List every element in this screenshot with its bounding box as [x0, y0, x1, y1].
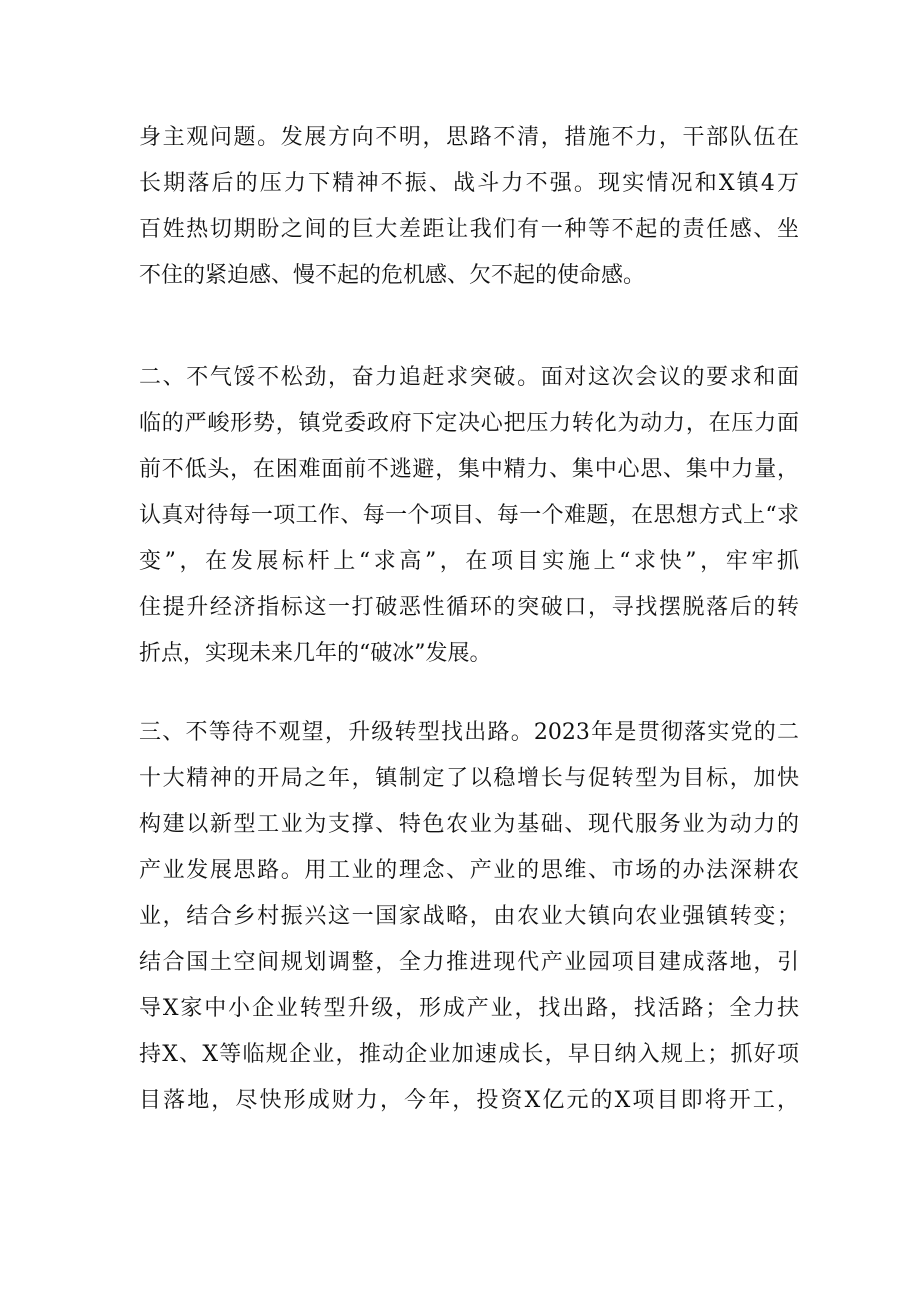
- text-line: 导X家中小企业转型升级，形成产业，找出路，找活路；全力扶: [139, 996, 799, 1021]
- text-line: 住提升经济指标这一打破恶性循环的突破口，寻找摆脱落后的转: [139, 595, 799, 620]
- text-line: 认真对待每一项工作、每一个项目、每一个难题，在思想方式上“求: [139, 503, 799, 528]
- text-line: 构建以新型工业为支撑、特色农业为基础、现代服务业为动力的: [139, 812, 799, 837]
- text-line: 身主观问题。发展方向不明，思路不清，措施不力，干部队伍在: [139, 125, 799, 150]
- text-line: 不住的紧迫感、慢不起的危机感、欠不起的使命感。: [139, 263, 646, 288]
- text-line: 持X、X等临规企业，推动企业加速成长，早日纳入规上；抓好项: [139, 1042, 799, 1067]
- text-line: 长期落后的压力下精神不振、战斗力不强。现实情况和X镇4万: [139, 171, 799, 196]
- text-line: 目落地，尽快形成财力，今年，投资X亿元的X项目即将开工，: [139, 1088, 799, 1113]
- text-line: 二、不气馁不松劲，奋力追赶求突破。面对这次会议的要求和面: [139, 365, 799, 390]
- text-line: 变”，在发展标杆上“求高”，在项目实施上“求快”，牢牢抓: [139, 549, 799, 574]
- text-line: 业，结合乡村振兴这一国家战略，由农业大镇向农业强镇转变；: [139, 904, 799, 929]
- paragraph-section-two: [139, 355, 799, 677]
- text-line: 三、不等待不观望，升级转型找出路。2023年是贯彻落实党的二: [139, 720, 799, 745]
- text-line: 结合国土空间规划调整，全力推进现代产业园项目建成落地，引: [139, 950, 799, 975]
- text-line: 十大精神的开局之年，镇制定了以稳增长与促转型为目标，加快: [139, 766, 799, 791]
- text-line: 百姓热切期盼之间的巨大差距让我们有一种等不起的责任感、坐: [139, 217, 799, 242]
- text-line: 折点，实现未来几年的“破冰”发展。: [139, 641, 492, 666]
- text-line: 产业发展思路。用工业的理念、产业的思维、市场的办法深耕农: [139, 858, 799, 883]
- text-line: 前不低头，在困难面前不逃避，集中精力、集中心思、集中力量，: [139, 457, 799, 482]
- paragraph-problems: [139, 115, 799, 299]
- text-line: 临的严峻形势，镇党委政府下定决心把压力转化为动力，在压力面: [139, 411, 799, 436]
- paragraph-section-three: [139, 710, 799, 1124]
